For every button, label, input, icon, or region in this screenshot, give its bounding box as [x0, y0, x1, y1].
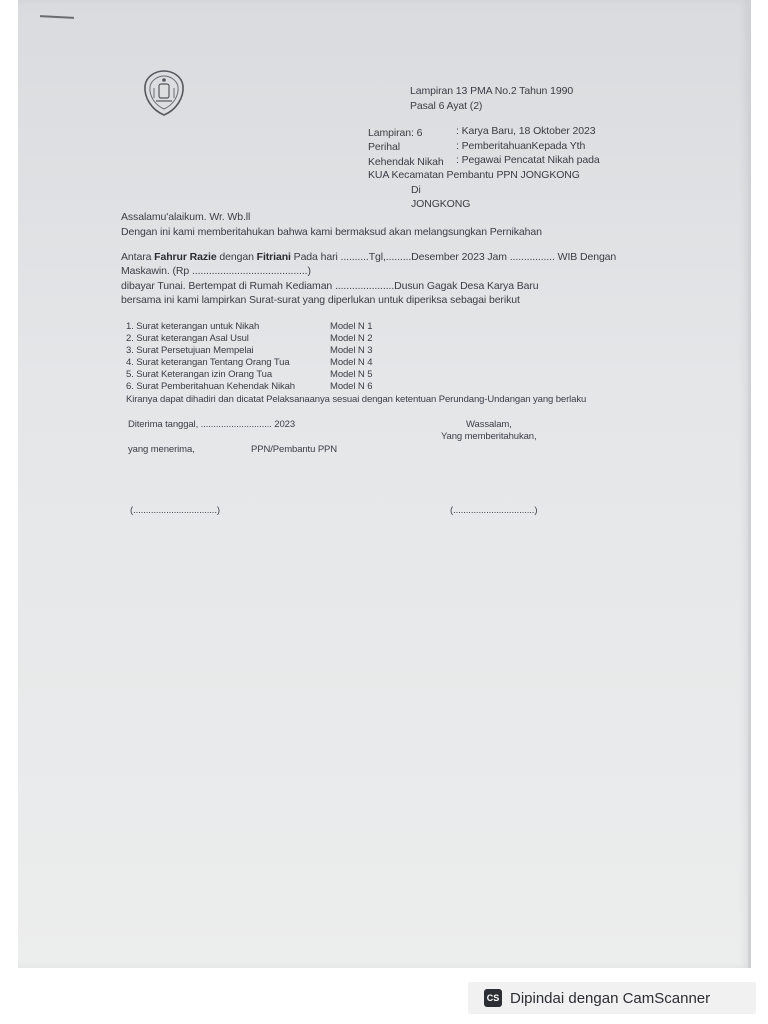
intro-line: Dengan ini kami memberitahukan bahwa kami bermaksud akan melangsungkan Pernikahan	[121, 226, 542, 238]
dibayar-line: dibayar Tunai. Bertempat di Rumah Kediaman .....................Dusun Gagak Desa Karya Baru	[121, 280, 539, 292]
attachment-model: Model N 2	[330, 333, 373, 344]
kehendak-value: : Pegawai Pencatat Nikah pada	[456, 154, 600, 166]
signature-left: (.................................)	[130, 505, 220, 516]
attachment-name: 3. Surat Persetujuan Mempelai	[126, 345, 254, 356]
attachment-model: Model N 1	[330, 321, 373, 332]
diterima-line: Diterima tanggal, ............................ 2023	[128, 419, 296, 430]
attachment-name: 6. Surat Pemberitahuan Kehendak Nikah	[126, 381, 295, 392]
attachment-model: Model N 4	[330, 357, 373, 368]
perihal-label: Perihal	[368, 141, 400, 153]
yang-memberitahukan: Yang memberitahukan,	[441, 431, 537, 442]
paper-edge	[748, 0, 751, 968]
lampiran-label: Lampiran: 6	[368, 127, 423, 139]
lampiran-reference: Lampiran 13 PMA No.2 Tahun 1990	[410, 85, 574, 97]
bride-name: Fitriani	[256, 251, 291, 263]
camscanner-badge	[468, 982, 756, 1014]
camscanner-label: Dipindai dengan CamScanner	[510, 989, 711, 1007]
emblem-seal-icon	[142, 68, 186, 118]
attachment-name: 5. Surat Keterangan izin Orang Tua	[126, 369, 273, 380]
groom-name: Fahrur Razie	[154, 251, 217, 263]
perihal-value: : PemberitahuanKepada Yth	[456, 140, 586, 152]
ppn-label: PPN/Pembantu PPN	[251, 444, 338, 455]
attachment-name: 4. Surat keterangan Tentang Orang Tua	[126, 357, 290, 368]
salam-line: Assalamu'alaikum. Wr. Wb.ll	[121, 211, 251, 223]
place-date: : Karya Baru, 18 Oktober 2023	[456, 125, 596, 137]
wassalam-text: Wassalam,	[466, 419, 512, 430]
attachment-model: Model N 3	[330, 345, 373, 356]
antara-suffix: Pada hari ..........Tgl,.........Desember 2023 Jam ................ WIB Dengan	[290, 251, 617, 263]
di-line: Di	[411, 184, 421, 196]
camscanner-logo-icon: CS	[484, 989, 502, 1007]
signature-right: (................................)	[450, 505, 538, 516]
maskawin-line: Maskawin. (Rp .........................................)	[121, 265, 311, 277]
bersama-line: bersama ini kami lampirkan Surat-surat yang diperlukan untuk diperiksa sebagai berikut	[121, 294, 520, 306]
pasal-reference: Pasal 6 Ayat (2)	[410, 100, 483, 112]
attachment-model: Model N 5	[330, 369, 373, 380]
attachment-name: 2. Surat keterangan Asal Usul	[126, 333, 249, 344]
attachment-model: Model N 6	[330, 381, 373, 392]
kiranya-line: Kiranya dapat dihadiri dan dicatat Pelaksanaanya sesuai dengan ketentuan Perundang-Undangan yang berlaku	[126, 394, 587, 405]
yang-menerima: yang menerima,	[128, 444, 195, 455]
antara-prefix: Antara	[121, 251, 155, 263]
kehendak-label: Kehendak Nikah	[368, 156, 444, 168]
jongkong-line: JONGKONG	[411, 198, 471, 210]
dengan-text: dengan	[216, 251, 257, 263]
kua-line: KUA Kecamatan Pembantu PPN JONGKONG	[368, 169, 580, 181]
antara-line	[121, 251, 616, 263]
attachment-name: 1. Surat keterangan untuk Nikah	[126, 321, 260, 332]
